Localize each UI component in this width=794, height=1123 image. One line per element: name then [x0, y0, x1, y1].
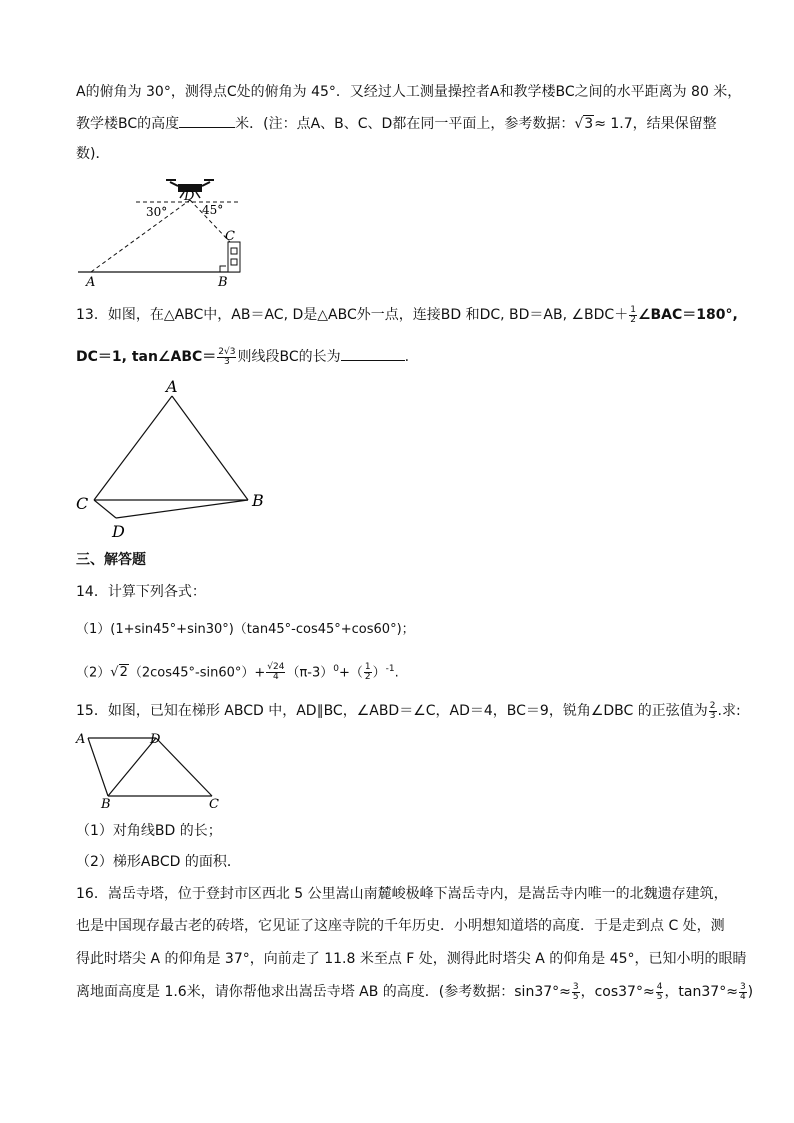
- q14-half-fraction: $\frac{1}{2}$: [364, 662, 371, 683]
- q13-label-D: D: [112, 522, 125, 541]
- q13-side-CD: [94, 500, 116, 518]
- q16-cos-fraction: $\frac{4}{5}$: [656, 981, 663, 1002]
- q15-figure: [74, 728, 234, 812]
- q13-side-AB: [172, 396, 248, 500]
- q14-p2-a: （2）: [76, 665, 111, 681]
- q15-label-D: D: [150, 732, 161, 747]
- q13-line1-a: 13．如图，在△ABC中，AB＝AC, D是△ABC外一点，连接BD 和DC, BD＝AB, ∠BDC＋: [76, 307, 629, 323]
- q13-tan-fraction: $\frac{2√3}{3}$: [218, 346, 236, 367]
- q12-answer-blank[interactable]: [179, 113, 235, 128]
- q13-figure: [74, 376, 274, 546]
- q15-side-AB: [88, 738, 108, 796]
- q14-part-1: （1）(1+sin45°+sin30°)（tan45°-cos45°+cos60°)；: [76, 622, 415, 637]
- q13-side-AC: [94, 396, 172, 500]
- q12-building: [228, 242, 240, 272]
- q13-line2-c: .: [404, 349, 410, 365]
- q15-diagonal-BD: [108, 738, 156, 796]
- q15-part-2: （2）梯形ABCD 的面积．: [76, 854, 241, 870]
- q16-line-4: [76, 982, 753, 1002]
- q13-line2-b: 则线段BC的长为: [237, 349, 341, 365]
- section-title: 三、解答题: [76, 552, 146, 568]
- q13-line-1: [76, 305, 738, 325]
- q16-line4-b: ，cos37°≈: [580, 984, 655, 1000]
- q14-exp-neg1: -1: [385, 664, 395, 674]
- q14-p2-d: +（: [339, 665, 363, 681]
- q14-part-2: [76, 659, 399, 683]
- q12-line2-c: ≈ 1.7，结果保留整: [594, 116, 717, 132]
- q15-line1-b: .求:: [717, 703, 741, 719]
- q12-figure: [74, 172, 254, 290]
- q14-p2-e: ）: [372, 665, 386, 681]
- q13-side-BD: [116, 500, 248, 518]
- q16-line-3: 得此时塔尖 A 的仰角是 37°，向前走了 11.8 米至点 F 处，测得此时塔尖 A 的仰角是 45°，已知小明的眼睛: [76, 951, 747, 967]
- q13-line2-a: DC＝1, tan∠ABC＝: [76, 349, 217, 365]
- q12-line-AD: [91, 200, 190, 272]
- q12-label-D: D: [184, 189, 195, 204]
- q14-sqrt24-fraction: $\frac{√24}{4}$: [267, 662, 285, 683]
- q12-line2-b: 米．(注：点A、B、C、D都在同一平面上，参考数据：: [235, 116, 575, 132]
- q12-line-1: A的俯角为 30°，测得点C处的俯角为 45°．又经过人工测量操控者A和教学楼BC之间的水平距离为 80 米，: [76, 84, 742, 100]
- q15-side-DC: [156, 738, 212, 796]
- q13-answer-blank[interactable]: [341, 346, 405, 361]
- q13-label-C: C: [76, 494, 89, 513]
- q12-line-2: [76, 113, 717, 134]
- q16-line-1: 16．嵩岳寺塔，位于登封市区西北 5 公里嵩山南麓峻极峰下嵩岳寺内，是嵩岳寺内唯一的北魏遗存建筑，: [76, 886, 728, 902]
- q12-label-30: 30°: [146, 205, 168, 219]
- q15-label-C: C: [209, 797, 219, 812]
- q12-label-B: B: [218, 275, 228, 290]
- q13-label-B: B: [252, 491, 264, 510]
- q15-line1-a: 15．如图，已知在梯形 ABCD 中，AD∥BC，∠ABD＝∠C，AD＝4，BC＝9，锐角∠DBC 的正弦值为: [76, 703, 708, 719]
- q16-tan-fraction: $\frac{3}{4}$: [739, 981, 746, 1002]
- q14-exp-0: 0: [333, 664, 340, 674]
- q15-label-A: A: [76, 732, 86, 747]
- q13-line1-b: ∠BAC＝180°,: [637, 307, 738, 323]
- q15-sin-fraction: $\frac{2}{3}$: [709, 700, 716, 721]
- q14-p2-f: .: [394, 665, 399, 681]
- q14-sqrt2: √2: [110, 665, 128, 681]
- q13-label-A: A: [166, 377, 178, 396]
- q13-half-fraction: $\frac{1}{2}$: [630, 304, 636, 325]
- q15-line-1: [76, 701, 741, 721]
- q12-label-C: C: [225, 229, 235, 244]
- q12-sqrt3: √3: [574, 116, 594, 132]
- q14-p2-c: （π-3）: [286, 665, 334, 681]
- q16-sin-fraction: $\frac{3}{5}$: [572, 981, 579, 1002]
- q13-line-2: [76, 346, 409, 367]
- q15-label-B: B: [101, 797, 111, 812]
- q16-line-2: 也是中国现存最古老的砖塔，它见证了这座寺院的千年历史．小明想知道塔的高度．于是走到点 C 处，测: [76, 918, 725, 934]
- q14-p2-b: （2cos45°-sin60°）+: [128, 665, 266, 681]
- q15-part-1: （1）对角线BD 的长；: [76, 823, 222, 839]
- q12-line-3: 数)．: [76, 146, 110, 162]
- q12-label-A: A: [86, 275, 96, 290]
- q16-line4-a: 离地面高度是 1.6米，请你帮他求出嵩岳寺塔 AB 的高度．(参考数据：sin37°≈: [76, 984, 571, 1000]
- q12-label-45: 45°: [202, 203, 224, 217]
- q12-line2-a: 教学楼BC的高度: [76, 116, 180, 132]
- q16-line4-c: ，tan37°≈: [664, 984, 738, 1000]
- q14-title: 14．计算下列各式：: [76, 584, 206, 600]
- q16-line4-d: ): [747, 984, 754, 1000]
- q12-right-angle: [220, 266, 226, 272]
